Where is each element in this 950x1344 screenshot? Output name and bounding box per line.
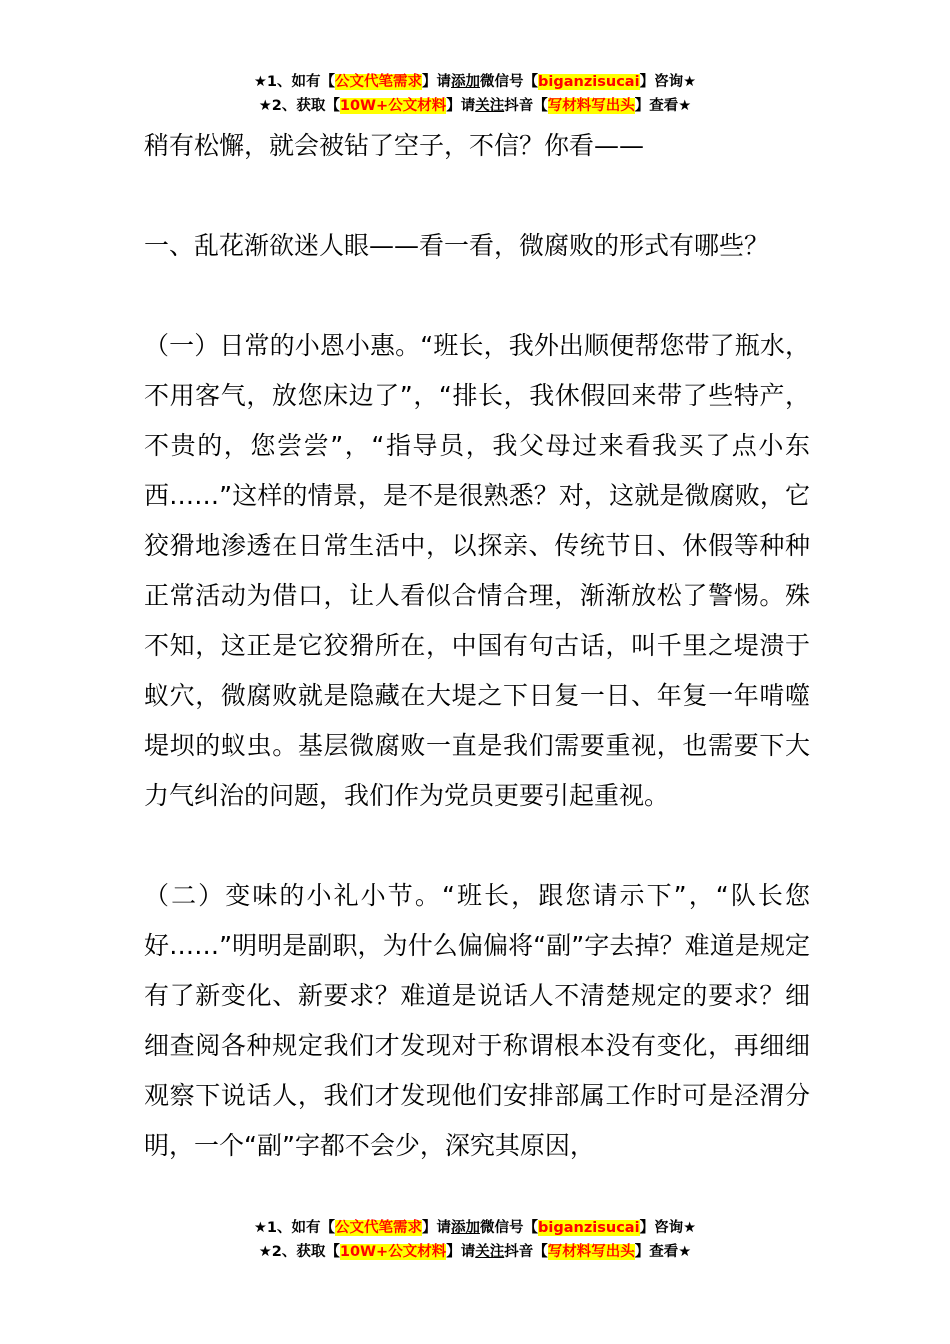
banner-line-1 xyxy=(0,70,950,94)
banner-text: 】咨询★ xyxy=(639,1220,697,1236)
banner-text: 】请 xyxy=(422,1220,452,1236)
banner-highlight: 写材料写出头 xyxy=(547,98,635,114)
paragraph-gap xyxy=(144,171,810,221)
banner-text: ★1、如有【 xyxy=(253,74,336,90)
paragraph-gap xyxy=(144,271,810,321)
banner-text: 微信号【 xyxy=(480,1220,539,1236)
banner-highlight: 10W+公文材料 xyxy=(339,98,447,114)
banner-highlight: 公文代笔需求 xyxy=(335,74,423,90)
banner-text: 】请 xyxy=(422,74,452,90)
banner-text: 抖音【 xyxy=(504,1244,548,1260)
banner-text: 抖音【 xyxy=(504,98,548,114)
document-body xyxy=(144,121,810,1171)
banner-text: ★2、获取【 xyxy=(258,1244,340,1260)
banner-text: 】查看★ xyxy=(634,1244,692,1260)
banner-text: ★1、如有【 xyxy=(253,1220,336,1236)
paragraph-2: （二）变味的小礼小节。“班长，跟您请示下”，“队长您好……”明明是副职，为什么偏偏将“副”字去掉？难道是规定有了新变化、新要求？难道是说话人不清楚规定的要求？细细查阅各种规定我们才发现对于称谓根本没有变化，再细细观察下说话人，我们才发现他们安排部属工作时可是泾渭分明，一个“副”字都不会少，深究其原因， xyxy=(144,881,810,1160)
paragraph-1: （一）日常的小恩小惠。“班长，我外出顺便帮您带了瓶水，不用客气，放您床边了”，“排长，我休假回来带了些特产，不贵的，您尝尝”，“指导员，我父母过来看我买了点小东西……”这样的情景，是不是很熟悉？对，这就是微腐败，它狡猾地渗透在日常生活中，以探亲、传统节日、休假等种种正常活动为借口，让人看似合情合理，渐渐放松了警惕。殊不知，这正是它狡猾所在，中国有句古话，叫千里之堤溃于蚁穴，微腐败就是隐藏在大堤之下日复一日、年复一年啃噬堤坝的蚁虫。基层微腐败一直是我们需要重视，也需要下大力气纠治的问题，我们作为党员更要引起重视。 xyxy=(144,331,810,810)
banner-highlight: 公文代笔需求 xyxy=(335,1220,423,1236)
banner-underlined-text: 添加 xyxy=(451,74,481,90)
footer-banner xyxy=(0,1216,950,1264)
banner-line-2 xyxy=(0,94,950,118)
banner-line-2 xyxy=(0,1240,950,1264)
banner-text: ★2、获取【 xyxy=(258,98,340,114)
banner-line-1 xyxy=(0,1216,950,1240)
paragraph-gap xyxy=(144,821,810,871)
banner-underlined-text: 关注 xyxy=(475,98,505,114)
banner-text: 】咨询★ xyxy=(639,74,697,90)
banner-underlined-text: 关注 xyxy=(475,1244,505,1260)
banner-highlight: 10W+公文材料 xyxy=(339,1244,447,1260)
section-heading: 一、乱花渐欲迷人眼——看一看，微腐败的形式有哪些？ xyxy=(144,231,770,260)
banner-text: 】请 xyxy=(446,98,476,114)
banner-highlight: biganzisucai xyxy=(538,1220,640,1236)
banner-text: 】请 xyxy=(446,1244,476,1260)
banner-text: 】查看★ xyxy=(634,98,692,114)
header-banner xyxy=(0,70,950,118)
banner-highlight: biganzisucai xyxy=(538,74,640,90)
banner-underlined-text: 添加 xyxy=(451,1220,481,1236)
banner-highlight: 写材料写出头 xyxy=(547,1244,635,1260)
banner-text: 微信号【 xyxy=(480,74,539,90)
paragraph-intro: 稍有松懈，就会被钻了空子，不信？你看—— xyxy=(144,131,645,160)
